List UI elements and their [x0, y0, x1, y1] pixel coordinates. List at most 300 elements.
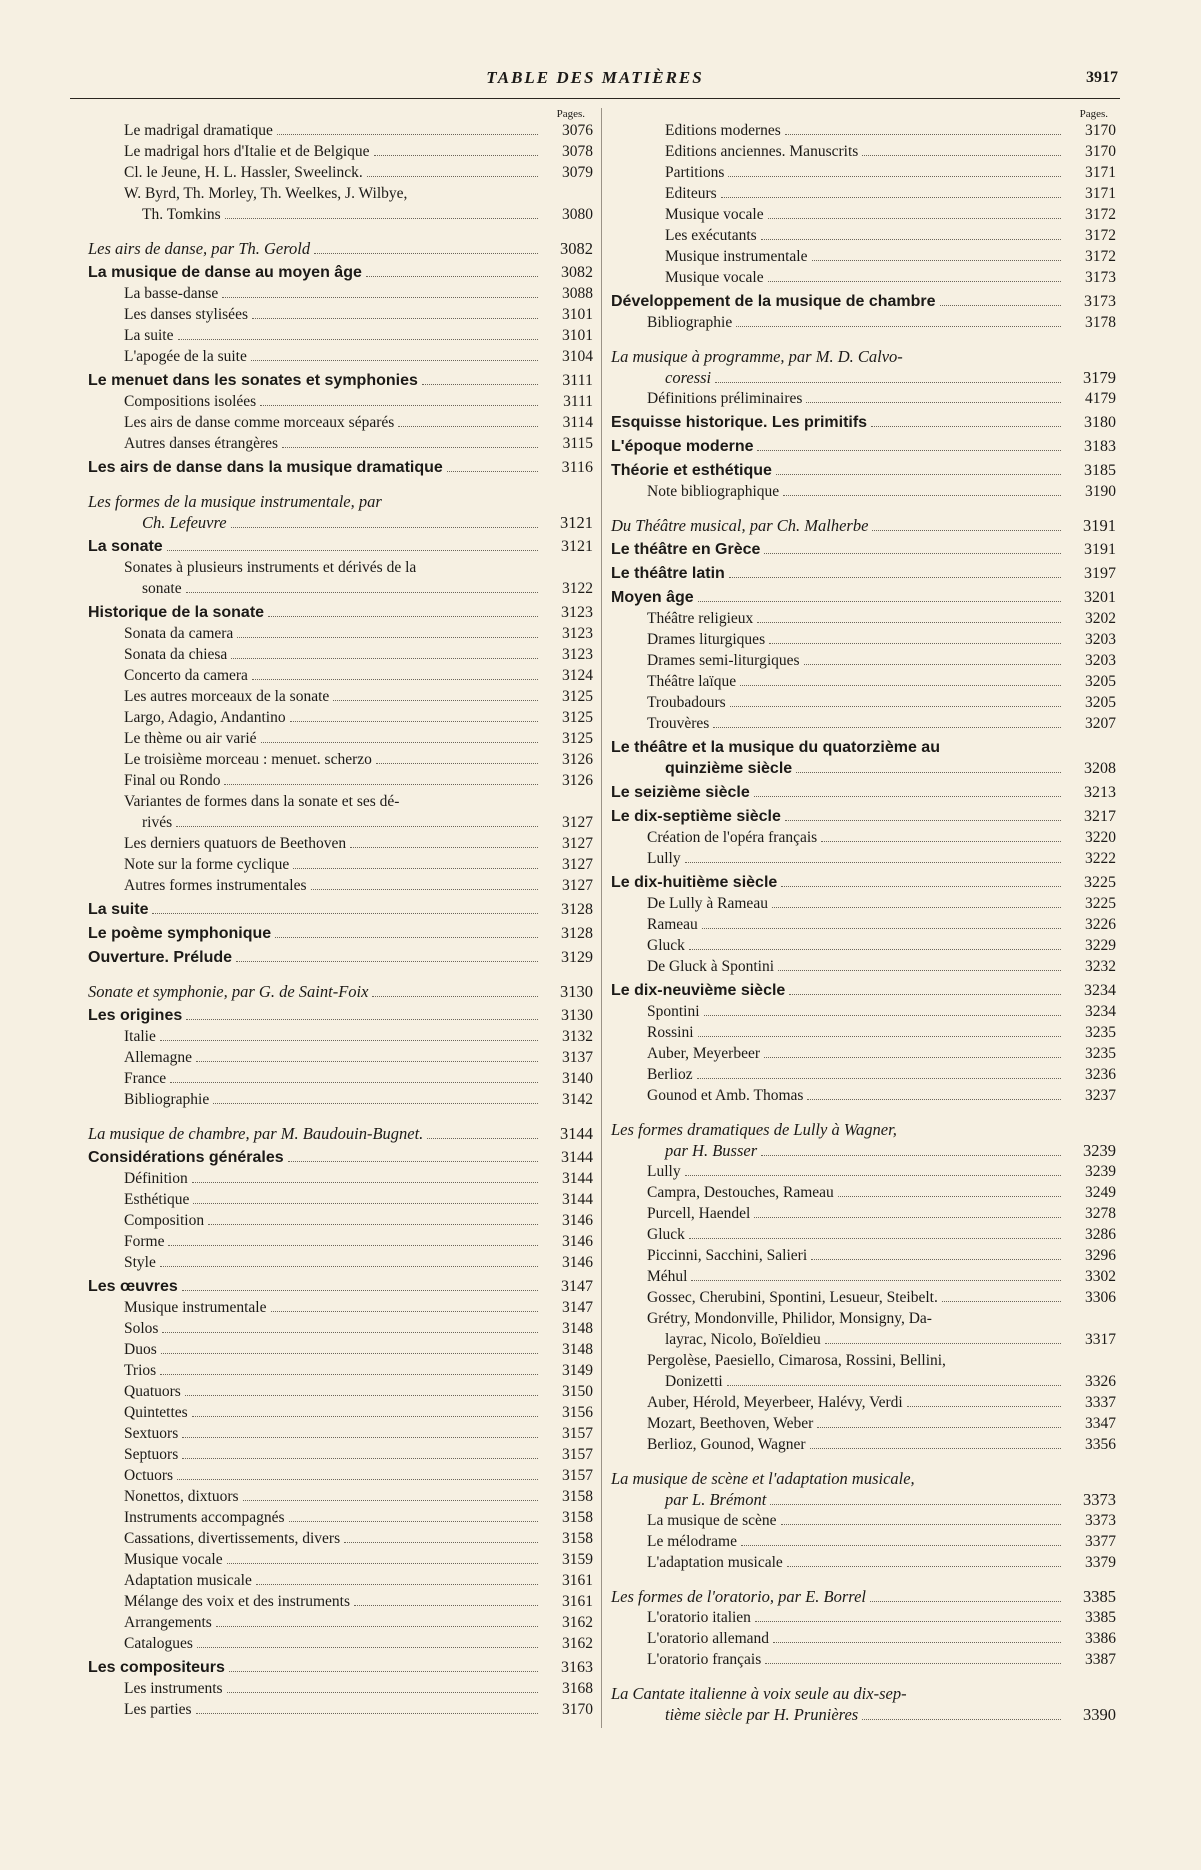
toc-entry-title: Musique vocale [124, 1551, 223, 1568]
toc-entry-title: Spontini [647, 1003, 700, 1020]
toc-entry-title: Sextuors [124, 1425, 179, 1442]
toc-page-number: 3207 [1085, 715, 1116, 732]
toc-entry-title: Concerto da camera [124, 667, 248, 684]
toc-entry-title-cont: layrac, Nicolo, Boïeldieu [665, 1331, 821, 1348]
toc-entry [88, 1252, 593, 1273]
toc-entry-title: De Gluck à Spontini [647, 958, 774, 975]
toc-page-number: 3171 [1085, 164, 1116, 181]
toc-entry-title: L'oratorio français [647, 1651, 762, 1668]
toc-entry [88, 346, 593, 367]
dot-leader [764, 1057, 1061, 1058]
dot-leader [213, 1103, 538, 1104]
toc-entry-title: Lully [647, 850, 681, 867]
toc-entry-title: Editeurs [665, 185, 717, 202]
toc-page-number: 3128 [561, 925, 593, 942]
toc-entry-title: Forme [124, 1233, 165, 1250]
toc-entry-title: Note sur la forme cyclique [124, 856, 290, 873]
dot-leader [870, 1601, 1061, 1602]
toc-entry-title: Considérations générales [88, 1149, 284, 1166]
toc-entry-title: Troubadours [647, 694, 726, 711]
toc-page-number: 3111 [562, 372, 593, 389]
dot-leader [251, 360, 538, 361]
toc-entry-title-cont: par L. Brémont [665, 1490, 767, 1509]
toc-page-number: 3205 [1085, 673, 1116, 690]
toc-entry [88, 1089, 593, 1110]
dot-leader [783, 495, 1061, 496]
toc-entry [88, 1633, 593, 1654]
toc-page-number: 3150 [562, 1383, 593, 1400]
toc-page-number: 3142 [562, 1091, 593, 1108]
dot-leader [804, 664, 1061, 665]
dot-leader [261, 742, 538, 743]
toc-entry [611, 1224, 1116, 1245]
toc-section-entry [88, 238, 593, 259]
toc-entry [611, 1161, 1116, 1182]
toc-page-number: 3104 [562, 348, 593, 365]
toc-entry-title: La musique de scène [647, 1512, 777, 1529]
toc-entry-title: L'apogée de la suite [124, 348, 247, 365]
toc-page-number: 3163 [561, 1659, 593, 1676]
toc-page-number: 4179 [1085, 390, 1116, 407]
toc-entry-title: Auber, Hérold, Meyerbeer, Halévy, Verdi [647, 1394, 903, 1411]
toc-page-number: 3170 [1085, 143, 1116, 160]
toc-page-number: 3191 [1084, 541, 1116, 558]
dot-leader [942, 1301, 1061, 1302]
toc-page-number: 3146 [562, 1212, 593, 1229]
toc-entry [611, 141, 1116, 162]
toc-section-entry [611, 980, 1116, 1001]
toc-entry-title: Sonates à plusieurs instruments et dérivés de la [124, 559, 417, 576]
toc-page-number: 3191 [1083, 516, 1116, 535]
toc-page-number: 3249 [1085, 1184, 1116, 1201]
toc-entry-title: Les exécutants [665, 227, 757, 244]
toc-page-number: 3302 [1085, 1268, 1116, 1285]
dot-leader [182, 1458, 538, 1459]
toc-entry-title: Les airs de danse dans la musique dramatique [88, 459, 443, 476]
toc-page-number: 3126 [562, 751, 593, 768]
toc-entry-title: Les danses stylisées [124, 306, 248, 323]
toc-entry [611, 1510, 1116, 1531]
toc-page-number: 3129 [561, 949, 593, 966]
toc-entry [611, 1266, 1116, 1287]
dot-leader [447, 471, 538, 472]
toc-entry [88, 833, 593, 854]
dot-leader [721, 197, 1061, 198]
toc-entry-title: Adaptation musicale [124, 1572, 252, 1589]
toc-entry-title-cont: Th. Tomkins [142, 206, 221, 223]
toc-entry-title: W. Byrd, Th. Morley, Th. Weelkes, J. Wilbye, [124, 185, 408, 202]
toc-entry [611, 1182, 1116, 1203]
toc-entry-title: Trouvères [647, 715, 710, 732]
dot-leader [186, 592, 538, 593]
toc-entry [88, 1699, 593, 1720]
toc-page-number: 3172 [1085, 227, 1116, 244]
toc-page-number: 3239 [1083, 1141, 1116, 1160]
toc-page-number: 3146 [562, 1254, 593, 1271]
toc-entry [611, 183, 1116, 204]
toc-entry [88, 1528, 593, 1549]
toc-page-number: 3130 [560, 982, 593, 1001]
dot-leader [196, 1061, 538, 1062]
toc-entry-title: Théâtre laïque [647, 673, 737, 690]
dot-leader [821, 841, 1061, 842]
toc-entry [611, 713, 1116, 734]
toc-entry-title: La sonate [88, 538, 163, 555]
toc-page-number: 3170 [562, 1701, 593, 1718]
toc-page-number: 3239 [1085, 1163, 1116, 1180]
toc-page-number: 3158 [562, 1488, 593, 1505]
toc-page-number: 3114 [562, 414, 593, 431]
toc-entry-title: Septuors [124, 1446, 179, 1463]
toc-entry [88, 1360, 593, 1381]
toc-entry [88, 1189, 593, 1210]
dot-leader [186, 1019, 538, 1020]
dot-leader [271, 1311, 539, 1312]
dot-leader [256, 1584, 538, 1585]
toc-page-number: 3386 [1085, 1630, 1116, 1647]
dot-leader [685, 862, 1061, 863]
dot-leader [197, 1647, 538, 1648]
dot-leader [237, 637, 538, 638]
toc-entry-title: Musique instrumentale [124, 1299, 267, 1316]
dot-leader [781, 1524, 1061, 1525]
dot-leader [728, 176, 1061, 177]
toc-entry-title: Ouverture. Prélude [88, 949, 233, 966]
toc-entry-title: Musique vocale [665, 269, 764, 286]
toc-page-number: 3226 [1085, 916, 1116, 933]
toc-entry-title: La suite [124, 327, 174, 344]
dot-leader [333, 700, 538, 701]
toc-entry [611, 1531, 1116, 1552]
toc-entry-title: Final ou Rondo [124, 772, 221, 789]
toc-page-number: 3203 [1085, 631, 1116, 648]
toc-entry-title: Italie [124, 1028, 156, 1045]
dot-leader [785, 820, 1061, 821]
toc-section-entry [88, 1123, 593, 1144]
page-title: TABLE DES MATIÈRES [486, 68, 704, 87]
dot-leader [789, 994, 1061, 995]
dot-leader [227, 1563, 538, 1564]
toc-section-entry [611, 291, 1116, 312]
dot-leader [755, 1621, 1061, 1622]
toc-entry [88, 1339, 593, 1360]
toc-entry [88, 141, 593, 162]
toc-entry-title: L'époque moderne [611, 438, 754, 455]
toc-entry-title: Création de l'opéra français [647, 829, 818, 846]
dot-leader [167, 550, 538, 551]
dot-leader [222, 297, 538, 298]
toc-entry [88, 1168, 593, 1189]
toc-entry [611, 848, 1116, 869]
toc-page-number: 3078 [562, 143, 593, 160]
toc-entry [88, 391, 593, 412]
dot-leader [697, 1078, 1061, 1079]
dot-leader [293, 868, 538, 869]
toc-entry [611, 1628, 1116, 1649]
toc-entry [88, 1465, 593, 1486]
toc-entry-title: La musique à programme, par M. D. Calvo- [611, 347, 903, 366]
toc-entry-title: Le madrigal dramatique [124, 122, 273, 139]
toc-page-number: 3235 [1085, 1024, 1116, 1041]
dot-leader [160, 1040, 538, 1041]
dot-leader [691, 1280, 1061, 1281]
toc-page-number: 3121 [561, 538, 593, 555]
toc-page-number: 3286 [1085, 1226, 1116, 1243]
toc-entry [611, 1022, 1116, 1043]
toc-page-number: 3390 [1083, 1705, 1116, 1724]
toc-page-number: 3232 [1085, 958, 1116, 975]
toc-entry [88, 1402, 593, 1423]
dot-leader [781, 886, 1061, 887]
toc-page-number: 3079 [562, 164, 593, 181]
toc-entry-title: Lully [647, 1163, 681, 1180]
toc-entry [88, 749, 593, 770]
toc-section-entry [611, 587, 1116, 608]
toc-entry [88, 1486, 593, 1507]
toc-section-entry [88, 457, 593, 478]
toc-page-number: 3203 [1085, 652, 1116, 669]
toc-entry-title: Auber, Meyerbeer [647, 1045, 760, 1062]
toc-entry [611, 893, 1116, 914]
dot-leader [422, 384, 538, 385]
toc-entry-title: Piccinni, Sacchini, Salieri [647, 1247, 808, 1264]
toc-entry-title: Esthétique [124, 1191, 190, 1208]
dot-leader [290, 721, 538, 722]
toc-entry-title: Style [124, 1254, 156, 1271]
toc-page-number: 3168 [562, 1680, 593, 1697]
toc-entry [88, 1678, 593, 1699]
toc-page-number: 3158 [562, 1509, 593, 1526]
toc-entry-title: Sonate et symphonie, par G. de Saint-Foix [88, 982, 369, 1001]
dot-leader [770, 1504, 1061, 1505]
toc-page-number: 3122 [562, 580, 593, 597]
toc-entry-title: Compositions isolées [124, 393, 257, 410]
toc-entry-title: Editions modernes [665, 122, 781, 139]
toc-section-entry [611, 1683, 1116, 1725]
dot-leader [168, 1245, 538, 1246]
dot-leader [729, 577, 1061, 578]
toc-entry [611, 1607, 1116, 1628]
toc-entry-title: Les formes dramatiques de Lully à Wagner, [611, 1120, 897, 1139]
toc-page-number: 3161 [562, 1593, 593, 1610]
toc-entry [611, 956, 1116, 977]
toc-entry-title: Les compositeurs [88, 1659, 225, 1676]
toc-entry [611, 162, 1116, 183]
toc-column-right [611, 108, 1116, 1725]
toc-page-number: 3144 [561, 1149, 593, 1166]
dot-leader [689, 949, 1061, 950]
toc-entry [88, 728, 593, 749]
toc-page-number: 3179 [1083, 368, 1116, 387]
dot-leader [862, 1719, 1061, 1720]
toc-entry [88, 1591, 593, 1612]
toc-page-number: 3173 [1085, 269, 1116, 286]
toc-page-number: 3170 [1085, 122, 1116, 139]
toc-section-entry [611, 1586, 1116, 1607]
toc-entry-title-cont: sonate [142, 580, 182, 597]
toc-page-number: 3202 [1085, 610, 1116, 627]
dot-leader [152, 913, 538, 914]
toc-entry [88, 1026, 593, 1047]
toc-page-number: 3235 [1085, 1045, 1116, 1062]
toc-page-number: 3157 [562, 1425, 593, 1442]
toc-page-number: 3125 [562, 709, 593, 726]
toc-entry-title: Historique de la sonate [88, 604, 265, 621]
dot-leader [871, 426, 1061, 427]
toc-entry [611, 225, 1116, 246]
toc-entry [88, 325, 593, 346]
toc-entry-title: De Lully à Rameau [647, 895, 768, 912]
toc-entry [611, 692, 1116, 713]
dot-leader [702, 928, 1061, 929]
dot-leader [277, 134, 538, 135]
toc-entry-title: Rossini [647, 1024, 694, 1041]
dot-leader [344, 1542, 538, 1543]
toc-entry [88, 1297, 593, 1318]
toc-entry-title: Les formes de l'oratorio, par E. Borrel [611, 1587, 867, 1606]
dot-leader [311, 889, 538, 890]
toc-entry-title: Grétry, Mondonville, Philidor, Monsigny, Da- [647, 1310, 932, 1327]
toc-page-number: 3162 [562, 1635, 593, 1652]
toc-section-entry [88, 899, 593, 920]
toc-page-number: 3111 [563, 393, 593, 410]
toc-entry [611, 1413, 1116, 1434]
toc-page-number: 3234 [1084, 982, 1116, 999]
dot-leader [374, 155, 538, 156]
toc-entry-title: France [124, 1070, 167, 1087]
toc-entry-title: L'oratorio italien [647, 1609, 751, 1626]
toc-entry-title: Musique vocale [665, 206, 764, 223]
dot-leader [354, 1605, 538, 1606]
toc-entry [88, 1549, 593, 1570]
toc-entry [611, 1350, 1116, 1392]
toc-page-number: 3115 [562, 435, 593, 452]
dot-leader [182, 1290, 538, 1291]
dot-leader [778, 970, 1061, 971]
toc-entry [611, 1064, 1116, 1085]
toc-entry [88, 1612, 593, 1633]
toc-entry-title: Le dix-neuvième siècle [611, 982, 786, 999]
toc-entry [88, 183, 593, 225]
toc-entry [611, 827, 1116, 848]
toc-entry-title: Largo, Adagio, Andantino [124, 709, 286, 726]
toc-page-number: 3123 [562, 646, 593, 663]
toc-entry-title: Berlioz [647, 1066, 693, 1083]
toc-page-number: 3373 [1085, 1512, 1116, 1529]
toc-entry-title-cont: Donizetti [665, 1373, 723, 1390]
toc-entry-title: Gounod et Amb. Thomas [647, 1087, 804, 1104]
toc-entry-title-cont: Ch. Lefeuvre [142, 513, 227, 532]
dot-leader [227, 1692, 538, 1693]
toc-entry-title: Arrangements [124, 1614, 212, 1631]
toc-page-number: 3236 [1085, 1066, 1116, 1083]
toc-entry [88, 1231, 593, 1252]
toc-entry-title: Purcell, Haendel [647, 1205, 751, 1222]
toc-page-number: 3123 [561, 604, 593, 621]
toc-page-number: 3156 [562, 1404, 593, 1421]
dot-leader [236, 961, 538, 962]
toc-entry [611, 914, 1116, 935]
dot-leader [862, 155, 1061, 156]
dot-leader [872, 530, 1061, 531]
toc-section-entry [88, 602, 593, 623]
toc-section-entry [611, 1119, 1116, 1161]
toc-entry [611, 1043, 1116, 1064]
toc-page-number: 3124 [562, 667, 593, 684]
toc-page-number: 3225 [1085, 895, 1116, 912]
toc-page-number: 3317 [1085, 1331, 1116, 1348]
dot-leader [698, 601, 1061, 602]
toc-page-number: 3197 [1084, 565, 1116, 582]
toc-section-entry [611, 872, 1116, 893]
toc-page-number: 3201 [1084, 589, 1116, 606]
toc-page-number: 3185 [1084, 462, 1116, 479]
toc-page-number: 3116 [561, 459, 593, 476]
toc-section-entry [88, 370, 593, 391]
toc-entry-title: Les formes de la musique instrumentale, par [88, 492, 382, 511]
toc-entry [88, 1210, 593, 1231]
dot-leader [427, 1138, 538, 1139]
toc-entry [611, 935, 1116, 956]
toc-page-number: 3146 [562, 1233, 593, 1250]
toc-page-number: 3127 [562, 814, 593, 831]
dot-leader [807, 1099, 1061, 1100]
dot-leader [170, 1082, 538, 1083]
dot-leader [193, 1203, 538, 1204]
toc-entry [88, 304, 593, 325]
toc-entry-title: Editions anciennes. Manuscrits [665, 143, 859, 160]
toc-entry-title: La musique de chambre, par M. Baudouin-Bugnet. [88, 1124, 424, 1143]
toc-page-number: 3173 [1084, 293, 1116, 310]
dot-leader [685, 1175, 1061, 1176]
toc-page-number: 3337 [1085, 1394, 1116, 1411]
toc-page-number: 3347 [1085, 1415, 1116, 1432]
toc-section-entry [611, 806, 1116, 827]
toc-entry-title: Allemagne [124, 1049, 193, 1066]
dot-leader [704, 1015, 1061, 1016]
toc-entry-title: Le thème ou air varié [124, 730, 257, 747]
toc-entry-title: Les parties [124, 1701, 192, 1718]
toc-page-number: 3161 [562, 1572, 593, 1589]
dot-leader [185, 1395, 538, 1396]
toc-section-entry [88, 491, 593, 533]
dot-leader [768, 281, 1061, 282]
toc-entry-title: Les airs de danse, par Th. Gerold [88, 239, 311, 258]
toc-section-entry [611, 346, 1116, 388]
toc-entry-title: Cassations, divertissements, divers [124, 1530, 341, 1547]
toc-page-number: 3148 [562, 1341, 593, 1358]
dot-leader [216, 1626, 538, 1627]
toc-entry-title: Sonata da camera [124, 625, 234, 642]
dot-leader [192, 1416, 538, 1417]
dot-leader [160, 1266, 538, 1267]
dot-leader [769, 643, 1061, 644]
dot-leader [178, 339, 539, 340]
toc-page-number: 3385 [1085, 1609, 1116, 1626]
toc-section-entry [88, 947, 593, 968]
toc-entry [88, 1318, 593, 1339]
dot-leader [727, 1385, 1061, 1386]
toc-entry-title: Sonata da chiesa [124, 646, 228, 663]
dot-leader [806, 402, 1061, 403]
toc-section-entry [611, 460, 1116, 481]
toc-entry-title: Le seizième siècle [611, 784, 750, 801]
toc-entry [88, 875, 593, 896]
toc-entry-title: Définition [124, 1170, 188, 1187]
toc-page-number: 3144 [562, 1170, 593, 1187]
toc-section-entry [88, 1276, 593, 1297]
dot-leader [289, 1521, 538, 1522]
